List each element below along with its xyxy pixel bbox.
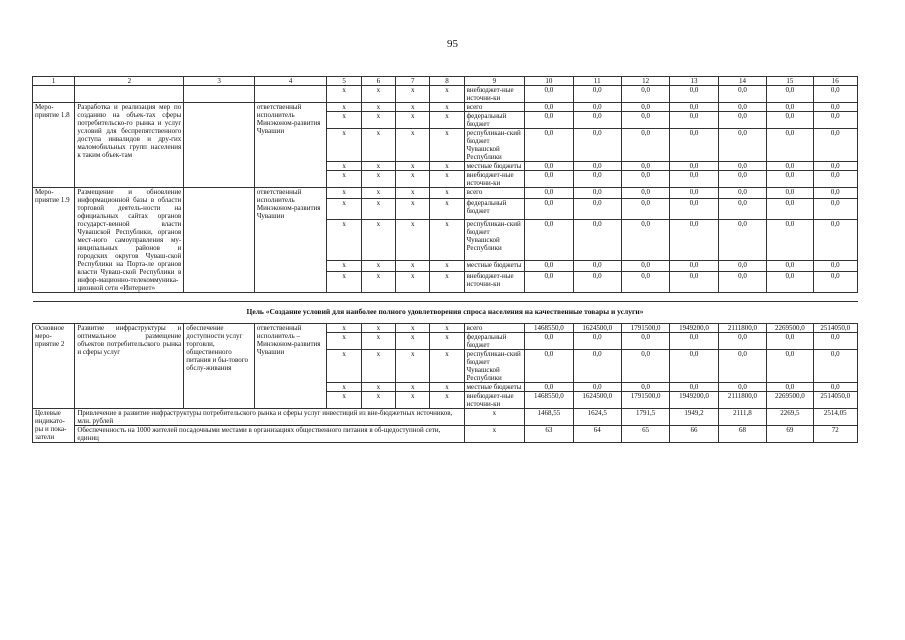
value-cell: 0,0 <box>718 103 766 112</box>
column-number: 1 <box>33 77 75 86</box>
spacer-row <box>33 293 858 302</box>
funding-source-cell: местные бюджеты <box>464 260 525 271</box>
value-cell: 0,0 <box>670 162 718 171</box>
value-cell: 0,0 <box>813 112 857 129</box>
value-cell: 0,0 <box>573 171 621 188</box>
funding-source-cell: внебюджет-ные источни-ки <box>464 171 525 188</box>
code-cell: x <box>327 162 361 171</box>
code-cell: x <box>327 271 361 292</box>
value-cell: 0,0 <box>670 112 718 129</box>
funding-source-cell: всего <box>464 324 525 333</box>
value-cell: 0,0 <box>670 271 718 292</box>
code-cell: x <box>327 383 361 392</box>
code-cell: x <box>430 129 464 162</box>
value-cell: 0,0 <box>573 188 621 199</box>
column-number: 8 <box>430 77 464 86</box>
value-cell: 0,0 <box>718 333 766 350</box>
goal-row <box>33 302 858 324</box>
value-cell: 0,0 <box>573 162 621 171</box>
code-cell: x <box>396 86 430 103</box>
value-cell: 0,0 <box>573 220 621 261</box>
indicator-text: Привлечение в развитие инфраструктуры потребительского рынка и сферы услуг инвестиций из вне-бюджетных источников, млн. рублей <box>75 409 464 426</box>
value-cell: 0,0 <box>573 333 621 350</box>
value-cell: 68 <box>718 426 766 443</box>
value-cell: 0,0 <box>670 103 718 112</box>
value-cell: 1468550,0 <box>525 392 573 409</box>
value-cell: 0,0 <box>718 350 766 383</box>
code-cell: x <box>361 86 395 103</box>
value-cell: 0,0 <box>621 199 669 220</box>
event-2-row <box>33 324 858 333</box>
event-goal <box>184 188 255 293</box>
value-cell: 0,0 <box>718 271 766 292</box>
empty-cell <box>254 86 327 103</box>
value-cell: 0,0 <box>813 129 857 162</box>
column-number: 4 <box>254 77 327 86</box>
value-cell: 0,0 <box>718 162 766 171</box>
value-cell: 66 <box>670 426 718 443</box>
code-cell: x <box>430 162 464 171</box>
code-cell: x <box>396 220 430 261</box>
code-cell: x <box>396 392 430 409</box>
code-cell: x <box>327 220 361 261</box>
value-cell: 0,0 <box>525 171 573 188</box>
value-cell: 0,0 <box>525 220 573 261</box>
funding-source-cell: федеральный бюджет <box>464 199 525 220</box>
value-cell: 0,0 <box>813 271 857 292</box>
code-cell: x <box>430 350 464 383</box>
value-cell: 0,0 <box>767 162 813 171</box>
code-cell: x <box>361 392 395 409</box>
column-number: 15 <box>767 77 813 86</box>
column-number: 16 <box>813 77 857 86</box>
value-cell: 0,0 <box>813 188 857 199</box>
value-cell: 1949,2 <box>670 409 718 426</box>
value-cell: 0,0 <box>573 350 621 383</box>
value-cell: 0,0 <box>767 383 813 392</box>
value-cell: 0,0 <box>670 171 718 188</box>
value-cell: 1791,5 <box>621 409 669 426</box>
event-name: Разработка и реализация мер по созданию на объек-тах сферы потребительско-го рынка и услуг условий для беспрепятственного доступа инвалидов и дру-гих маломобильных групп населения к таким объек-там <box>75 103 184 188</box>
value-cell: 0,0 <box>670 199 718 220</box>
value-cell: 0,0 <box>670 220 718 261</box>
value-cell: 0,0 <box>767 271 813 292</box>
value-cell: 0,0 <box>525 350 573 383</box>
value-cell: 0,0 <box>813 260 857 271</box>
funding-source-cell: местные бюджеты <box>464 383 525 392</box>
code-cell: x <box>430 324 464 333</box>
code-cell: x <box>396 103 430 112</box>
code-cell: x <box>327 129 361 162</box>
value-cell: 0,0 <box>767 112 813 129</box>
code-cell: x <box>327 171 361 188</box>
value-cell: 0,0 <box>525 162 573 171</box>
funding-source-cell: всего <box>464 103 525 112</box>
value-cell: 0,0 <box>621 383 669 392</box>
value-cell: 0,0 <box>767 171 813 188</box>
continuation-row <box>33 86 858 103</box>
code-cell: x <box>361 271 395 292</box>
indicator-text: Обеспеченность на 1000 жителей посадочными местами в организациях общественного питания в об-щедоступной сети, единиц <box>75 426 464 443</box>
code-cell: x <box>361 324 395 333</box>
value-cell: 0,0 <box>525 383 573 392</box>
value-cell: 1468550,0 <box>525 324 573 333</box>
value-cell: 0,0 <box>670 350 718 383</box>
value-cell: 0,0 <box>813 103 857 112</box>
value-cell: 65 <box>621 426 669 443</box>
value-cell: 2111800,0 <box>718 324 766 333</box>
column-number: 3 <box>184 77 255 86</box>
code-cell: x <box>361 383 395 392</box>
value-cell: 0,0 <box>621 112 669 129</box>
value-cell: 0,0 <box>525 129 573 162</box>
event-1-9-row <box>33 188 858 199</box>
value-cell: 0,0 <box>767 129 813 162</box>
indicator-row <box>33 426 858 443</box>
value-cell: 0,0 <box>621 86 669 103</box>
value-cell: 0,0 <box>621 260 669 271</box>
code-cell: x <box>430 103 464 112</box>
value-cell: 0,0 <box>813 199 857 220</box>
value-cell: 0,0 <box>621 162 669 171</box>
program-table <box>32 76 858 443</box>
event-label: Основное меро-приятие 2 <box>33 324 75 409</box>
funding-source-cell: федеральный бюджет <box>464 333 525 350</box>
responsible-cell: ответственный исполнитель Минэконом-развития Чувашии <box>254 188 327 293</box>
value-cell: 0,0 <box>573 271 621 292</box>
column-number: 11 <box>573 77 621 86</box>
code-cell: x <box>327 188 361 199</box>
code-cell: x <box>430 188 464 199</box>
value-cell: 0,0 <box>767 103 813 112</box>
code-cell: x <box>361 162 395 171</box>
value-cell: 0,0 <box>573 129 621 162</box>
code-cell: x <box>327 392 361 409</box>
goal-heading: Цель «Создание условий для наиболее полного удовлетворения спроса населения на качественные товары и услуги» <box>33 302 858 324</box>
value-cell: 0,0 <box>718 199 766 220</box>
value-cell: 2514,05 <box>813 409 857 426</box>
code-cell: x <box>430 112 464 129</box>
code-cell: x <box>361 260 395 271</box>
value-cell: 0,0 <box>767 333 813 350</box>
value-cell: 0,0 <box>621 129 669 162</box>
code-cell: x <box>396 383 430 392</box>
value-cell: 0,0 <box>525 260 573 271</box>
code-cell: x <box>430 333 464 350</box>
value-cell: 0,0 <box>813 162 857 171</box>
value-cell: 0,0 <box>670 260 718 271</box>
code-cell: x <box>396 271 430 292</box>
code-cell: x <box>396 112 430 129</box>
code-cell: x <box>361 199 395 220</box>
funding-source-cell: местные бюджеты <box>464 162 525 171</box>
code-cell: x <box>430 260 464 271</box>
value-cell: 0,0 <box>573 103 621 112</box>
value-cell: 0,0 <box>670 86 718 103</box>
value-cell: 0,0 <box>525 103 573 112</box>
code-cell: x <box>464 409 525 426</box>
code-cell: x <box>396 188 430 199</box>
event-goal <box>184 103 255 188</box>
value-cell: 0,0 <box>813 333 857 350</box>
value-cell: 2111800,0 <box>718 392 766 409</box>
code-cell: x <box>396 199 430 220</box>
value-cell: 0,0 <box>718 86 766 103</box>
value-cell: 0,0 <box>813 171 857 188</box>
value-cell: 0,0 <box>767 188 813 199</box>
value-cell: 0,0 <box>621 220 669 261</box>
value-cell: 0,0 <box>670 188 718 199</box>
event-label: Меро-приятие 1.8 <box>33 103 75 188</box>
code-cell: x <box>361 333 395 350</box>
value-cell: 0,0 <box>621 103 669 112</box>
code-cell: x <box>361 188 395 199</box>
value-cell: 0,0 <box>767 220 813 261</box>
value-cell: 0,0 <box>670 333 718 350</box>
code-cell: x <box>430 383 464 392</box>
value-cell: 1624500,0 <box>573 324 621 333</box>
code-cell: x <box>430 86 464 103</box>
value-cell: 0,0 <box>813 383 857 392</box>
value-cell: 0,0 <box>525 199 573 220</box>
code-cell: x <box>464 426 525 443</box>
value-cell: 72 <box>813 426 857 443</box>
value-cell: 0,0 <box>573 199 621 220</box>
value-cell: 0,0 <box>573 112 621 129</box>
value-cell: 0,0 <box>718 129 766 162</box>
responsible-cell: ответственный исполнитель – Минэконом-развития Чувашии <box>254 324 327 409</box>
value-cell: 64 <box>573 426 621 443</box>
value-cell: 1624,5 <box>573 409 621 426</box>
code-cell: x <box>430 171 464 188</box>
value-cell: 1949200,0 <box>670 392 718 409</box>
value-cell: 0,0 <box>718 220 766 261</box>
value-cell: 0,0 <box>621 350 669 383</box>
code-cell: x <box>327 333 361 350</box>
value-cell: 0,0 <box>767 350 813 383</box>
value-cell: 1791500,0 <box>621 392 669 409</box>
event-name: Размещение и обновление информационной базы в области торговой деятель-ности на официальных сайтах органов государст-венной власти Чувашской Республики, органов мест-ного самоуправления му-ниципальных районов и городских округов Чуваш-ской Республики на Порта-ле органов власти Чуваш-ской Республики в инфор-мационно-телекоммуника-ционной сети «Интернет» <box>75 188 184 293</box>
value-cell: 0,0 <box>767 260 813 271</box>
funding-source-cell: всего <box>464 188 525 199</box>
code-cell: x <box>361 220 395 261</box>
code-cell: x <box>430 199 464 220</box>
value-cell: 0,0 <box>621 271 669 292</box>
column-number: 5 <box>327 77 361 86</box>
funding-source-cell: внебюджет-ные источни-ки <box>464 271 525 292</box>
value-cell: 0,0 <box>525 112 573 129</box>
empty-cell <box>75 86 184 103</box>
column-number: 14 <box>718 77 766 86</box>
column-number: 10 <box>525 77 573 86</box>
code-cell: x <box>327 350 361 383</box>
value-cell: 0,0 <box>813 86 857 103</box>
code-cell: x <box>327 199 361 220</box>
responsible-cell: ответственный исполнитель Минэконом-развития Чувашии <box>254 103 327 188</box>
code-cell: x <box>327 260 361 271</box>
value-cell: 0,0 <box>718 188 766 199</box>
code-cell: x <box>361 103 395 112</box>
value-cell: 0,0 <box>573 383 621 392</box>
funding-source-cell: республикан-ский бюджет Чувашской Республики <box>464 220 525 261</box>
value-cell: 0,0 <box>621 171 669 188</box>
table-body <box>33 77 858 443</box>
column-number: 7 <box>396 77 430 86</box>
indicator-row <box>33 409 858 426</box>
code-cell: x <box>430 271 464 292</box>
indicators-label: Целевые индикато-ры и пока-затели <box>33 409 75 443</box>
value-cell: 0,0 <box>525 86 573 103</box>
value-cell: 0,0 <box>573 86 621 103</box>
code-cell: x <box>327 324 361 333</box>
value-cell: 2514050,0 <box>813 392 857 409</box>
event-1-8-row <box>33 103 858 112</box>
value-cell: 0,0 <box>670 383 718 392</box>
value-cell: 0,0 <box>767 199 813 220</box>
value-cell: 0,0 <box>525 333 573 350</box>
value-cell: 0,0 <box>525 271 573 292</box>
code-cell: x <box>361 171 395 188</box>
code-cell: x <box>361 350 395 383</box>
value-cell: 2269500,0 <box>767 392 813 409</box>
column-number: 2 <box>75 77 184 86</box>
page-number: 95 <box>447 38 458 50</box>
empty-cell <box>33 86 75 103</box>
value-cell: 2269500,0 <box>767 324 813 333</box>
header-row <box>33 77 858 86</box>
value-cell: 1468,55 <box>525 409 573 426</box>
code-cell: x <box>327 86 361 103</box>
value-cell: 0,0 <box>621 333 669 350</box>
code-cell: x <box>361 129 395 162</box>
value-cell: 2514050,0 <box>813 324 857 333</box>
event-goal: обеспечение доступности услуг торговли, общественного питания и бы-тового обслу-живания <box>184 324 255 409</box>
value-cell: 0,0 <box>718 383 766 392</box>
column-number: 13 <box>670 77 718 86</box>
code-cell: x <box>327 103 361 112</box>
code-cell: x <box>396 324 430 333</box>
value-cell: 0,0 <box>718 260 766 271</box>
funding-source-cell: внебюджет-ные источни-ки <box>464 392 525 409</box>
code-cell: x <box>396 162 430 171</box>
event-label: Меро-приятие 1.9 <box>33 188 75 293</box>
value-cell: 1949200,0 <box>670 324 718 333</box>
funding-source-cell: федеральный бюджет <box>464 112 525 129</box>
value-cell: 0,0 <box>670 129 718 162</box>
value-cell: 0,0 <box>525 188 573 199</box>
value-cell: 0,0 <box>718 112 766 129</box>
value-cell: 0,0 <box>718 171 766 188</box>
code-cell: x <box>361 112 395 129</box>
column-number: 9 <box>464 77 525 86</box>
code-cell: x <box>396 350 430 383</box>
value-cell: 0,0 <box>573 260 621 271</box>
code-cell: x <box>396 171 430 188</box>
funding-source-cell: внебюджет-ные источни-ки <box>464 86 525 103</box>
column-number: 12 <box>621 77 669 86</box>
empty-cell <box>184 86 255 103</box>
code-cell: x <box>396 260 430 271</box>
value-cell: 0,0 <box>813 350 857 383</box>
column-number: 6 <box>361 77 395 86</box>
value-cell: 63 <box>525 426 573 443</box>
event-name: Развитие инфраструктуры и оптимальное размещение объектов потребительского рынка и сферы услуг <box>75 324 184 409</box>
code-cell: x <box>396 129 430 162</box>
value-cell: 1624500,0 <box>573 392 621 409</box>
funding-source-cell: республикан-ский бюджет Чувашской Республики <box>464 129 525 162</box>
value-cell: 0,0 <box>813 220 857 261</box>
value-cell: 69 <box>767 426 813 443</box>
value-cell: 0,0 <box>767 86 813 103</box>
code-cell: x <box>396 333 430 350</box>
code-cell: x <box>327 112 361 129</box>
spacer <box>33 293 858 302</box>
code-cell: x <box>430 220 464 261</box>
value-cell: 2269,5 <box>767 409 813 426</box>
funding-source-cell: республикан-ский бюджет Чувашской Республики <box>464 350 525 383</box>
value-cell: 1791500,0 <box>621 324 669 333</box>
value-cell: 2111,8 <box>718 409 766 426</box>
value-cell: 0,0 <box>621 188 669 199</box>
code-cell: x <box>430 392 464 409</box>
